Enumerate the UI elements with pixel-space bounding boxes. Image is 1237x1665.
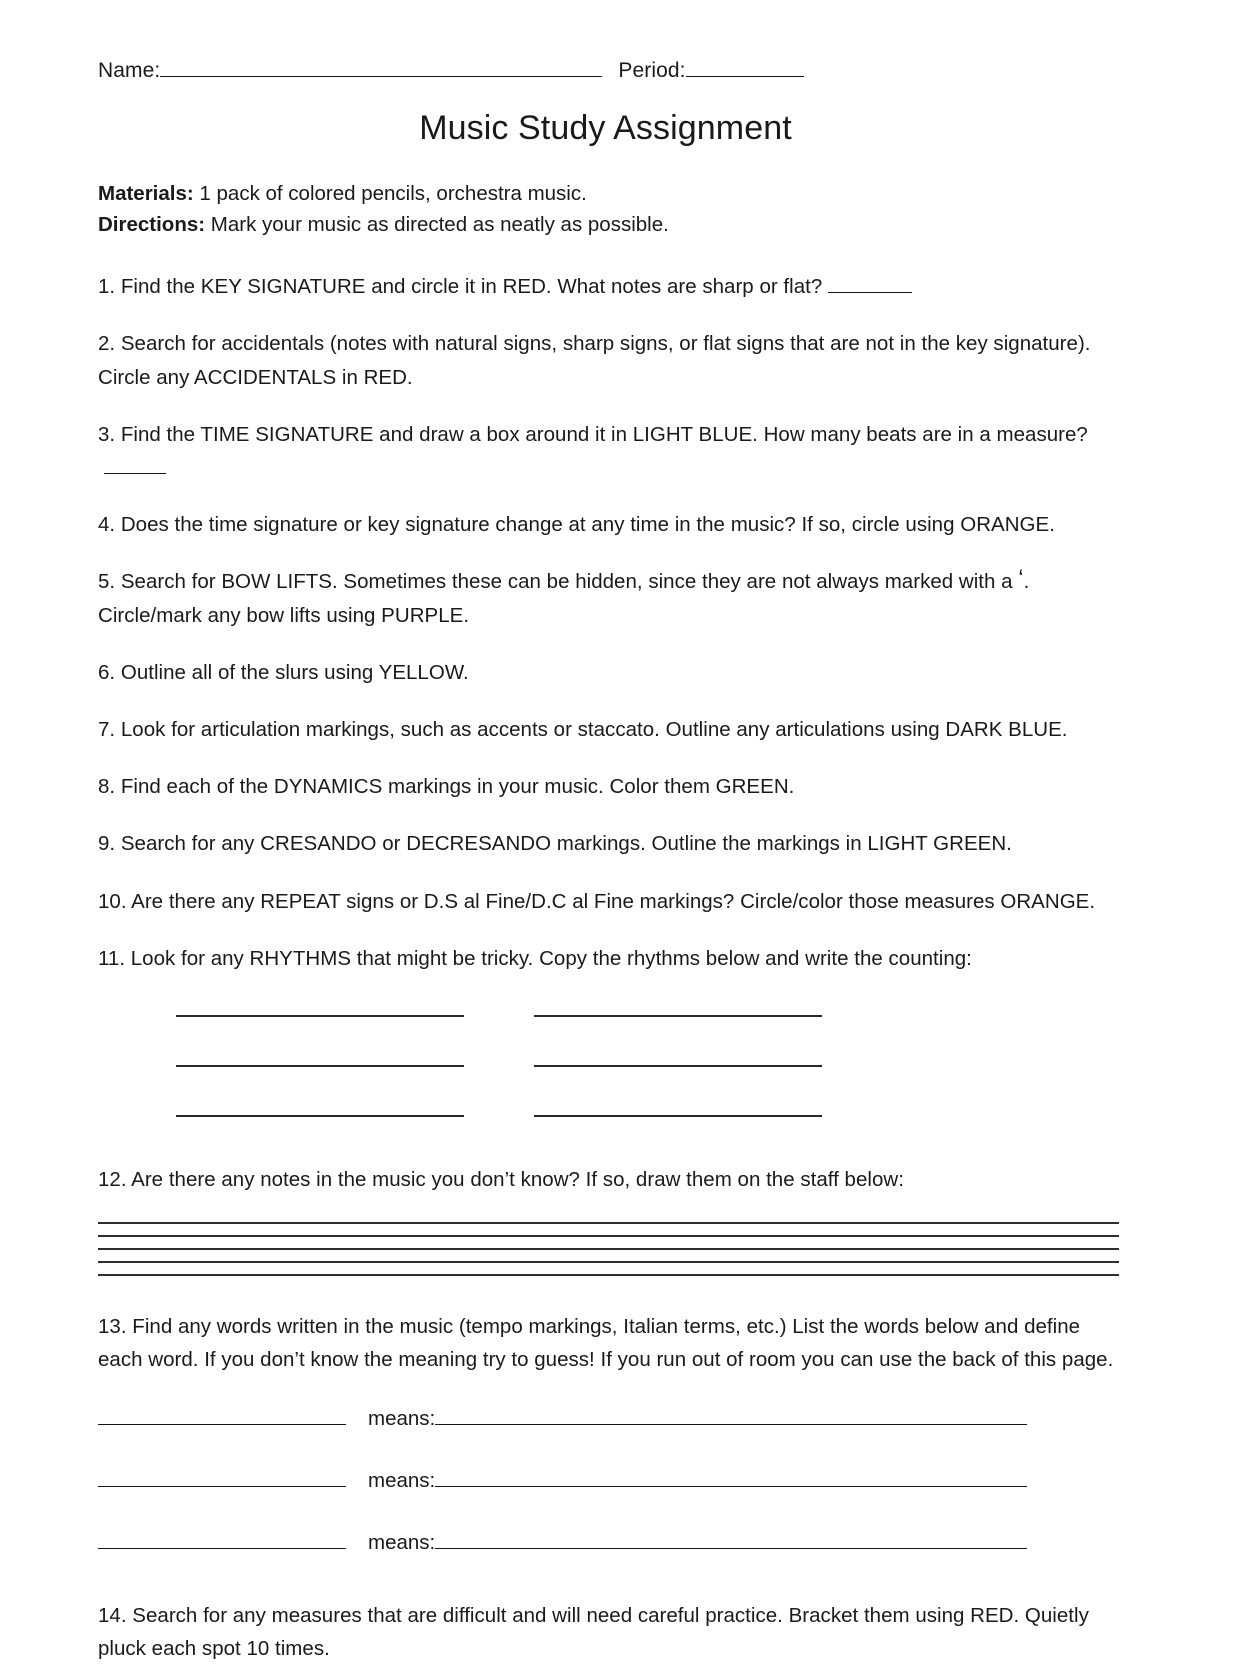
staff-line — [98, 1235, 1119, 1237]
task-text-5-part1: Search for BOW LIFTS. Sometimes these can be hidden, since they are not always marked with a — [115, 570, 1019, 594]
means-label: means: — [368, 1468, 436, 1492]
task-text-4: Does the time signature or key signature change at any time in the music? If so, circle using ORANGE. — [115, 513, 1055, 537]
answer-blank-1[interactable] — [828, 276, 912, 293]
task-number-8: 8. — [98, 775, 116, 799]
period-label: Period: — [618, 58, 686, 82]
task-number-5: 5. — [98, 570, 116, 594]
task-number-11: 11. — [98, 946, 126, 970]
task-item-8 — [98, 770, 1125, 803]
name-label: Name: — [98, 58, 161, 82]
vocabulary-word-line[interactable] — [98, 1407, 346, 1424]
means-label: means: — [368, 1406, 436, 1430]
rhythm-answer-line[interactable] — [534, 1113, 822, 1117]
task-number-1: 1. — [98, 275, 116, 299]
materials-label: Materials: — [98, 181, 194, 205]
task-item-12 — [98, 1163, 1125, 1196]
rhythm-answer-line[interactable] — [176, 1063, 464, 1067]
vocabulary-word-line[interactable] — [98, 1531, 346, 1548]
task-text-7: Look for articulation markings, such as accents or staccato. Outline any articulations using DARK BLUE. — [115, 717, 1068, 741]
task-text-12: Are there any notes in the music you don’t know? If so, draw them on the staff below: — [126, 1168, 904, 1191]
directions-label: Directions: — [98, 213, 206, 236]
vocabulary-word-line[interactable] — [98, 1469, 346, 1486]
music-staff[interactable] — [98, 1222, 1119, 1276]
task-item-11 — [98, 942, 1125, 975]
vocabulary-row — [98, 1407, 1125, 1431]
materials-text: 1 pack of colored pencils, orchestra music. — [193, 181, 587, 205]
means-label: means: — [368, 1530, 436, 1554]
vocabulary-row — [98, 1469, 1125, 1493]
staff-line — [98, 1274, 1119, 1276]
staff-line — [98, 1222, 1119, 1224]
task-item-5 — [98, 565, 1125, 631]
task-item-7 — [98, 713, 1125, 746]
task-text-3: Find the TIME SIGNATURE and draw a box around it in LIGHT BLUE. How many beats are in a measure? — [115, 422, 1088, 446]
task-number-3: 3. — [98, 422, 116, 446]
rhythm-answer-row — [176, 1113, 1125, 1117]
vocabulary-definition-line[interactable] — [435, 1407, 1027, 1424]
rhythm-answer-row — [176, 1013, 1125, 1017]
task-item-10 — [98, 885, 1125, 918]
task-text-1: Find the KEY SIGNATURE and circle it in RED. What notes are sharp or flat? — [115, 275, 823, 299]
vocabulary-answer-block — [98, 1407, 1125, 1555]
directions-text: Mark your music as directed as neatly as possible. — [205, 213, 669, 236]
task-number-13: 13. — [98, 1315, 127, 1339]
task-item-4 — [98, 508, 1125, 541]
answer-blank-3[interactable] — [104, 457, 166, 474]
task-number-4: 4. — [98, 513, 116, 537]
rhythm-answer-line[interactable] — [534, 1063, 822, 1067]
task-item-3 — [98, 418, 1125, 484]
task-text-5-part2: . Circle/mark any bow lifts using PURPLE. — [98, 570, 1030, 627]
student-info-row — [98, 58, 1125, 83]
staff-line — [98, 1248, 1119, 1250]
materials-directions-block — [98, 178, 1125, 240]
task-text-9: Search for any CRESANDO or DECRESANDO markings. Outline the markings in LIGHT GREEN. — [115, 832, 1012, 856]
period-input-line[interactable] — [686, 58, 804, 77]
task-item-14 — [98, 1599, 1125, 1665]
task-number-7: 7. — [98, 717, 116, 741]
task-item-9 — [98, 827, 1125, 860]
task-number-9: 9. — [98, 832, 116, 856]
task-text-8: Find each of the DYNAMICS markings in your music. Color them GREEN. — [115, 775, 795, 799]
task-item-13 — [98, 1310, 1125, 1376]
task-text-13: Find any words written in the music (tempo markings, Italian terms, etc.) List the words below and define each word. If you don’t know the meaning try to guess! If you run out of room you can use the back of this page. — [98, 1315, 1114, 1372]
materials-line — [98, 178, 1125, 209]
rhythm-answer-line[interactable] — [534, 1013, 822, 1017]
rhythm-answer-line[interactable] — [176, 1113, 464, 1117]
rhythm-answer-row — [176, 1063, 1125, 1067]
task-number-12: 12. — [98, 1168, 127, 1191]
task-number-2: 2. — [98, 332, 116, 356]
task-item-1 — [98, 270, 1125, 303]
vocabulary-row — [98, 1531, 1125, 1555]
task-number-10: 10. — [98, 889, 127, 913]
page-title: Music Study Assignment — [419, 108, 792, 147]
rhythm-answer-line[interactable] — [176, 1013, 464, 1017]
task-text-6: Outline all of the slurs using YELLOW. — [115, 660, 469, 684]
task-text-2: Search for accidentals (notes with natural signs, sharp signs, or flat signs that are not in the key signature). Circle any ACCIDENTALS in RED. — [98, 332, 1091, 389]
task-text-14: Search for any measures that are difficult and will need careful practice. Bracket them using RED. Quietly pluck each spot 10 times. — [98, 1603, 1089, 1660]
name-input-line[interactable] — [160, 58, 602, 77]
task-text-11: Look for any RHYTHMS that might be tricky. Copy the rhythms below and write the counting: — [125, 946, 972, 970]
task-item-2 — [98, 327, 1125, 393]
bow-lift-mark-icon: ‘ — [1018, 565, 1024, 593]
task-number-6: 6. — [98, 660, 116, 684]
rhythm-answer-grid — [98, 1013, 1125, 1117]
directions-line — [98, 209, 1125, 240]
vocabulary-definition-line[interactable] — [435, 1469, 1027, 1486]
task-item-6 — [98, 656, 1125, 689]
vocabulary-definition-line[interactable] — [435, 1531, 1027, 1548]
task-number-14: 14. — [98, 1603, 127, 1627]
task-text-10: Are there any REPEAT signs or D.S al Fine/D.C al Fine markings? Circle/color those measures ORANGE. — [126, 889, 1096, 913]
staff-line — [98, 1261, 1119, 1263]
